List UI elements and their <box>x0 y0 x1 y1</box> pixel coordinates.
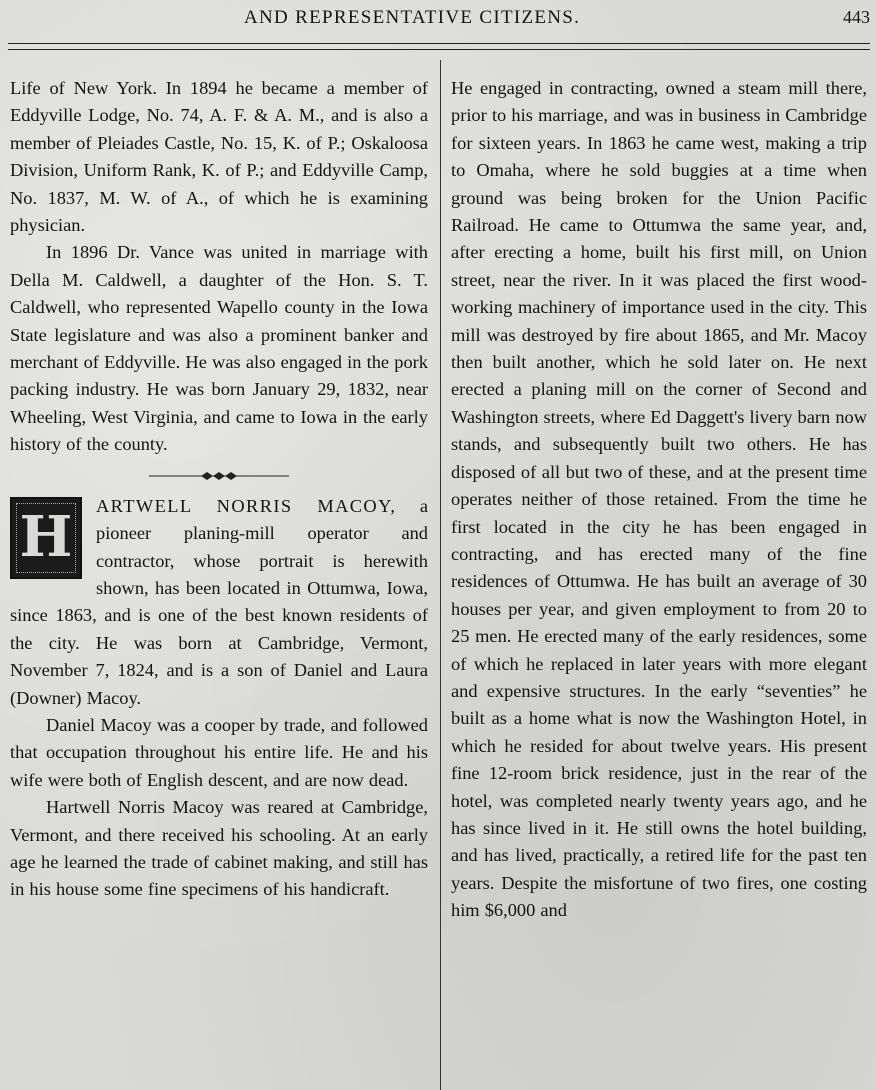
ornament-divider-icon <box>149 470 289 482</box>
paragraph-youth: Hartwell Norris Macoy was reared at Cambridge, Vermont, and there received his schooling. At an early age he learned the trade of cabinet making, and still has in his house some fine specimens of his handicraft. <box>10 797 428 900</box>
right-column <box>451 75 867 925</box>
paragraph-parents: Daniel Macoy was a cooper by trade, and followed that occupation throughout his entire life. He and his wife were both of English descent, and are now dead. <box>10 714 428 790</box>
page-number: 443 <box>843 7 870 27</box>
section-ornament <box>10 459 428 493</box>
column-divider <box>440 60 441 1090</box>
paragraph-career: He engaged in contracting, owned a steam mill there, prior to his marriage, and was in business in Cambridge for sixteen years. In 1863 he came west, making a trip to Omaha, where he sold buggies at a time when ground was being broken for the Union Pacific Railroad. He came to Ottumwa the same year, and, after erecting a home, built his first mill, on Union street, near the river. In it was placed the first wood-working machinery of importance used in the city. This mill was destroyed by fire about 1865, and Mr. Macoy then built another, which he sold later on. He next erected a planing mill on the corner of Second and Washington streets, where Ed Daggett's livery barn now stands, and subsequently built two others. He has disposed of all but two of these, and at the present time operates neither of those retained. From the time he first located in the city he has been engaged in contracting, and has erected many of the fine residences of Ottumwa. He has built an average of 30 houses per year, and given employment to from 20 to 25 men. He erected many of the early residences, some of which he replaced in later years with more elegant and expensive structures. In the early “seventies” he built as a home what is now the Washington Hotel, in which he resided for about twelve years. His present fine 12-room brick residence, just in the rear of the hotel, was completed nearly twenty years ago, and he has since lived in it. He still owns the hotel building, and has lived, practically, a retired life for the past ten years. Despite the misfortune of two fires, one costing him $6,000 and <box>451 78 867 921</box>
header-rule-lower <box>8 49 870 50</box>
running-head: AND REPRESENTATIVE CITIZENS. <box>244 7 581 28</box>
biography-name-lead: ARTWELL NORRIS MACOY, <box>96 495 397 516</box>
header-rule-upper <box>8 43 870 44</box>
decorative-initial-icon <box>10 497 82 579</box>
paragraph-marriage: In 1896 Dr. Vance was united in marriage with Della M. Caldwell, a daughter of the Hon. S. T. Caldwell, who represented Wapello county in the Iowa State legislature and was also a prominent banker and merchant of Eddyville. He was also engaged in the pork packing industry. He was born January 29, 1832, near Wheeling, West Virginia, and came to Iowa in the early history of the county. <box>10 242 428 455</box>
biography-intro-text: a pioneer planing-mill operator and contractor, whose portrait is herewith shown, has been located in Ottumwa, Iowa, since 1863, and is one of the best known residents of the city. He was born at Cambridge, Vermont, November 7, 1824, and is a son of Daniel and Laura (Downer) Macoy. <box>10 495 428 708</box>
paragraph-lodge-memberships: Life of New York. In 1894 he became a member of Eddyville Lodge, No. 74, A. F. & A. M., and is also a member of Pleiades Castle, No. 15, K. of P.; Oskaloosa Division, Uniform Rank, K. of P.; and Eddyville Camp, No. 1837, M. W. of A., of which he is examining physician. <box>10 78 428 236</box>
paragraph-biography-intro <box>10 493 428 712</box>
left-column <box>10 75 428 904</box>
page-header <box>0 0 876 40</box>
dropcap-letter: H <box>19 503 73 570</box>
